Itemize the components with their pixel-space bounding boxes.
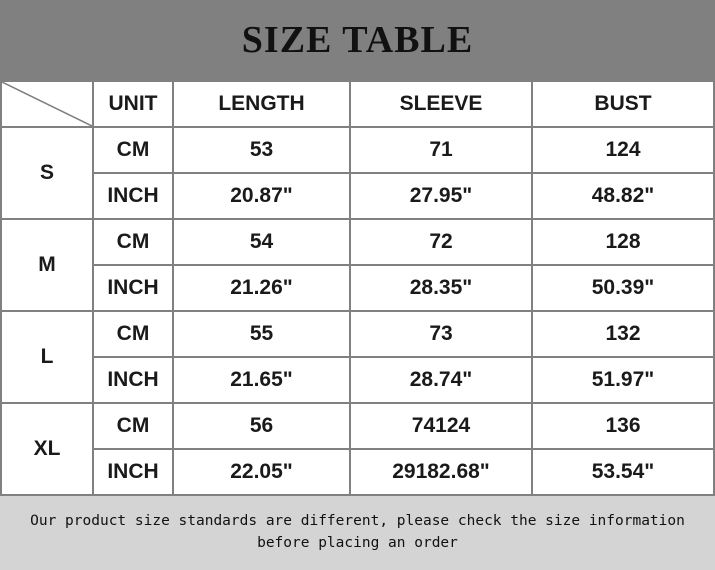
table-row [1, 311, 714, 357]
bust-cell: 50.39" [532, 265, 714, 311]
footer-note [0, 496, 715, 570]
column-header-bust: BUST [532, 81, 714, 127]
unit-cell: CM [93, 403, 173, 449]
unit-cell: INCH [93, 265, 173, 311]
sleeve-cell: 29182.68" [350, 449, 532, 495]
unit-cell: INCH [93, 449, 173, 495]
unit-cell: INCH [93, 357, 173, 403]
size-label-s: S [1, 127, 93, 219]
length-cell: 55 [173, 311, 350, 357]
sleeve-cell: 28.74" [350, 357, 532, 403]
length-cell: 56 [173, 403, 350, 449]
column-header-length: LENGTH [173, 81, 350, 127]
unit-cell: CM [93, 311, 173, 357]
bust-cell: 132 [532, 311, 714, 357]
length-cell: 22.05" [173, 449, 350, 495]
table-row [1, 357, 714, 403]
size-label-m: M [1, 219, 93, 311]
length-cell: 54 [173, 219, 350, 265]
length-cell: 21.65" [173, 357, 350, 403]
size-label-l: L [1, 311, 93, 403]
table-row [1, 449, 714, 495]
table-row [1, 173, 714, 219]
bust-cell: 128 [532, 219, 714, 265]
sleeve-cell: 28.35" [350, 265, 532, 311]
page-title: SIZE TABLE [241, 19, 474, 61]
footer-line-2: before placing an order [257, 535, 458, 551]
table-row [1, 403, 714, 449]
footer-line-1: Our product size standards are different, please check the size information [30, 513, 685, 530]
column-header-unit: UNIT [93, 81, 173, 127]
unit-cell: INCH [93, 173, 173, 219]
bust-cell: 53.54" [532, 449, 714, 495]
size-table [0, 80, 715, 496]
table-header-row [1, 81, 714, 127]
diagonal-divider-icon [2, 82, 92, 126]
length-cell: 20.87" [173, 173, 350, 219]
bust-cell: 51.97" [532, 357, 714, 403]
corner-cell [1, 81, 93, 127]
sleeve-cell: 73 [350, 311, 532, 357]
size-label-xl: XL [1, 403, 93, 495]
sleeve-cell: 27.95" [350, 173, 532, 219]
column-header-sleeve: SLEEVE [350, 81, 532, 127]
bust-cell: 124 [532, 127, 714, 173]
bust-cell: 136 [532, 403, 714, 449]
table-row [1, 219, 714, 265]
table-row [1, 127, 714, 173]
bust-cell: 48.82" [532, 173, 714, 219]
length-cell: 21.26" [173, 265, 350, 311]
title-bar [0, 0, 715, 80]
table-row [1, 265, 714, 311]
unit-cell: CM [93, 219, 173, 265]
unit-cell: CM [93, 127, 173, 173]
sleeve-cell: 71 [350, 127, 532, 173]
length-cell: 53 [173, 127, 350, 173]
sleeve-cell: 72 [350, 219, 532, 265]
sleeve-cell: 74124 [350, 403, 532, 449]
